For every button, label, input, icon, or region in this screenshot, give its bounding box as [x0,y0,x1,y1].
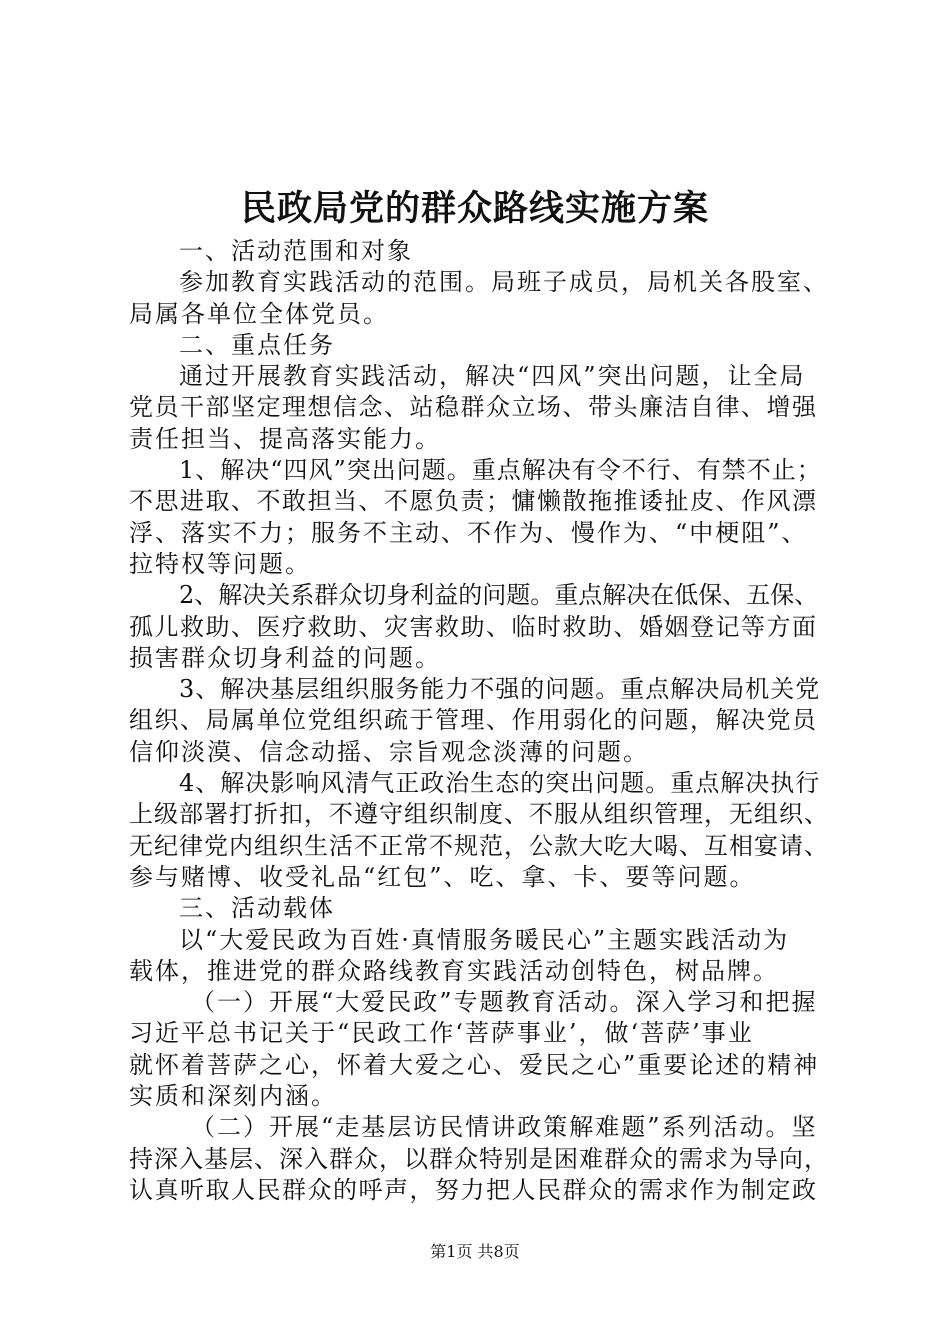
section-heading: 三、活动载体 [179,894,335,923]
paragraph-line: 拉特权等问题。 [129,549,311,578]
paragraph-line: 参加教育实践活动的范围。局班子成员，局机关各股室、 [179,268,829,297]
paragraph-line: 上级部署打折扣，不遵守组织制度、不服从组织管理，无组织、 [129,800,829,829]
paragraph-line: 信仰淡漠、信念动摇、宗旨观念淡薄的问题。 [129,737,649,766]
paragraph-line: 通过开展教育实践活动，解决“四风”突出问题，让全局 [179,362,806,391]
paragraph-line: 载体，推进党的群众路线教育实践活动创特色，树品牌。 [129,956,779,985]
paragraph-line: 责任担当、提高落实能力。 [129,424,441,453]
page-footer: 第1页 共8页 [430,1242,520,1261]
paragraph-line: 认真听取人民群众的呼声，努力把人民群众的需求作为制定政 [129,1175,818,1204]
paragraph-line: 无纪律党内组织生活不正常不规范，公款大吃大喝、互相宴请、 [129,831,829,860]
paragraph-line: 参与赌博、收受礼品“红包”、吃、拿、卡、要等问题。 [129,862,756,891]
paragraph-line: （二）开展“走基层访民情讲政策解难题”系列活动。坚 [191,1113,818,1142]
paragraph-line: 以“大爱民政为百姓·真情服务暖民心”主题实践活动为 [179,925,790,954]
document-body [129,236,829,1206]
paragraph-line: 习近平总书记关于“民政工作‘菩萨事业’，做‘菩萨’事业 [129,1019,754,1048]
paragraph-line: 3、解决基层组织服务能力不强的问题。重点解决局机关党 [179,675,821,704]
paragraph-line: 2、解决关系群众切身利益的问题。重点解决在低保、五保、 [179,581,819,610]
section-heading: 二、重点任务 [179,330,335,359]
paragraph-line: 浮、落实不力；服务不主动、不作为、慢作为、“中梗阻”、 [129,518,808,547]
paragraph-line: 就怀着菩萨之心，怀着大爱之心、爱民之心”重要论述的精神 [129,1050,820,1079]
paragraph-line: 1、解决“四风”突出问题。重点解决有令不行、有禁不止； [179,456,822,485]
paragraph-line: 孤儿救助、医疗救助、灾害救助、临时救助、婚姻登记等方面 [129,612,818,641]
paragraph-line: 4、解决影响风清气正政治生态的突出问题。重点解决执行 [179,769,821,798]
paragraph-line: 持深入基层、深入群众，以群众特别是困难群众的需求为导向， [129,1144,829,1173]
paragraph-line: 实质和深刻内涵。 [129,1082,337,1111]
paragraph-line: 组织、局属单位党组织疏于管理、作用弱化的问题，解决党员 [129,706,818,735]
paragraph-line: 党员干部坚定理想信念、站稳群众立场、带头廉洁自律、增强 [129,393,818,422]
paragraph-line: 局属各单位全体党员。 [129,299,389,328]
paragraph-line: 不思进取、不敢担当、不愿负责；慵懒散拖推诿扯皮、作风漂 [129,487,818,516]
document-title: 民政局党的群众路线实施方案 [240,188,709,229]
section-heading: 一、活动范围和对象 [179,237,413,265]
paragraph-line: 损害群众切身利益的问题。 [129,643,441,672]
paragraph-line: （一）开展“大爱民政”专题教育活动。深入学习和把握 [191,988,818,1017]
